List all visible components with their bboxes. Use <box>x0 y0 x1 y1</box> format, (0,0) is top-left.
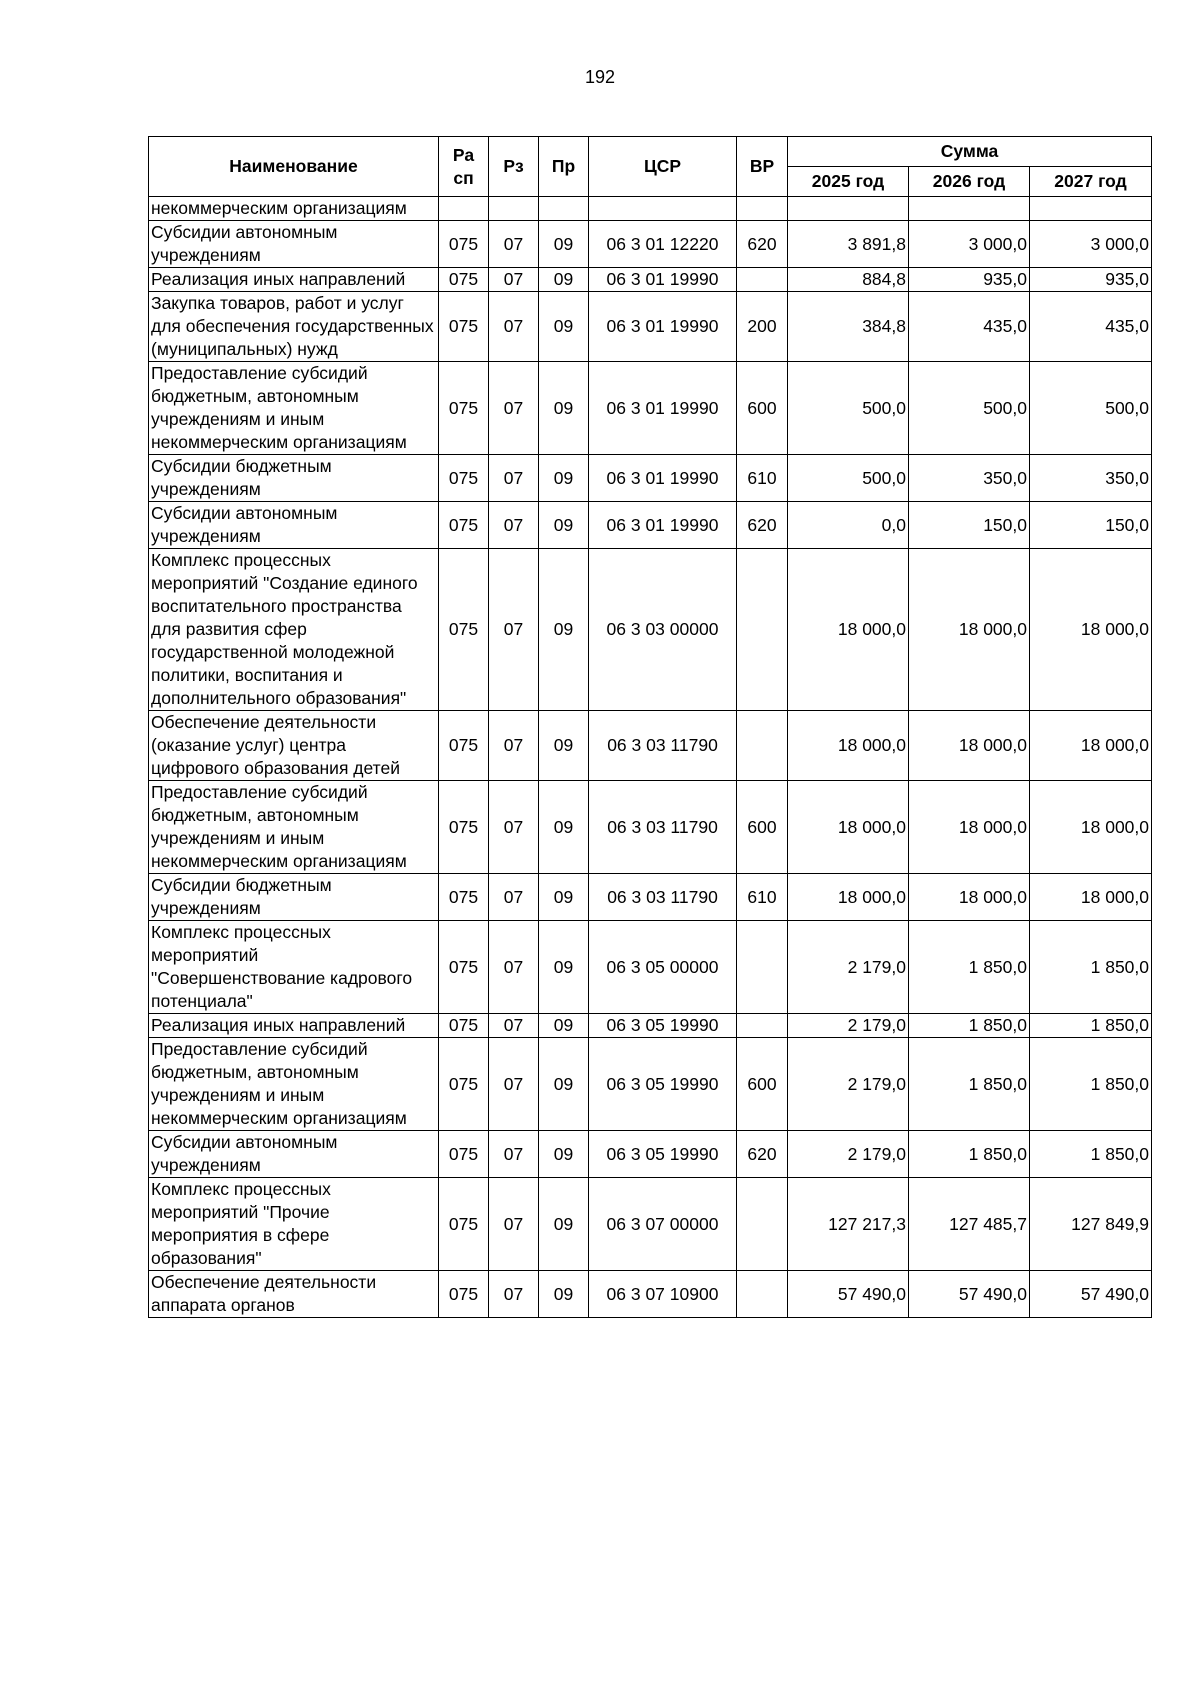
row-name: Предоставление субсидий бюджетным, автономным учреждениям и иным некоммерческим организациям <box>149 781 439 874</box>
row-sum-2025: 18 000,0 <box>788 711 909 781</box>
table-row <box>149 1131 1152 1178</box>
row-name: Реализация иных направлений <box>149 268 439 292</box>
row-vr <box>737 1178 788 1271</box>
row-vr: 600 <box>737 781 788 874</box>
row-sum-2027: 18 000,0 <box>1030 781 1152 874</box>
row-vr <box>737 921 788 1014</box>
row-csr: 06 3 07 00000 <box>589 1178 737 1271</box>
row-sum-2026: 127 485,7 <box>909 1178 1030 1271</box>
row-rasp: 075 <box>439 1038 489 1131</box>
row-rz: 07 <box>489 268 539 292</box>
row-rasp: 075 <box>439 1271 489 1318</box>
row-vr: 600 <box>737 362 788 455</box>
row-sum-2026: 18 000,0 <box>909 874 1030 921</box>
table-row <box>149 549 1152 711</box>
row-sum-2025: 2 179,0 <box>788 1014 909 1038</box>
row-csr: 06 3 05 19990 <box>589 1038 737 1131</box>
row-rasp: 075 <box>439 781 489 874</box>
row-sum-2026: 435,0 <box>909 292 1030 362</box>
row-csr: 06 3 01 19990 <box>589 362 737 455</box>
row-rasp: 075 <box>439 221 489 268</box>
row-pr: 09 <box>539 502 589 549</box>
row-vr <box>737 1271 788 1318</box>
row-rz: 07 <box>489 1131 539 1178</box>
table-row <box>149 197 1152 221</box>
row-sum-2025: 127 217,3 <box>788 1178 909 1271</box>
row-pr: 09 <box>539 362 589 455</box>
row-rz: 07 <box>489 1038 539 1131</box>
table-row <box>149 221 1152 268</box>
row-sum-2027: 435,0 <box>1030 292 1152 362</box>
row-pr: 09 <box>539 874 589 921</box>
row-rasp: 075 <box>439 549 489 711</box>
table-body <box>149 197 1152 1318</box>
row-sum-2026: 18 000,0 <box>909 711 1030 781</box>
row-csr: 06 3 05 19990 <box>589 1131 737 1178</box>
row-pr: 09 <box>539 781 589 874</box>
row-sum-2027: 1 850,0 <box>1030 1131 1152 1178</box>
row-sum-2027: 18 000,0 <box>1030 711 1152 781</box>
row-pr <box>539 197 589 221</box>
row-csr: 06 3 03 00000 <box>589 549 737 711</box>
row-name: Предоставление субсидий бюджетным, автономным учреждениям и иным некоммерческим организациям <box>149 1038 439 1131</box>
row-sum-2025: 884,8 <box>788 268 909 292</box>
row-rz: 07 <box>489 292 539 362</box>
row-sum-2027: 1 850,0 <box>1030 1038 1152 1131</box>
row-rz: 07 <box>489 362 539 455</box>
row-name: Комплекс процессных мероприятий "Совершенствование кадрового потенциала" <box>149 921 439 1014</box>
row-rasp: 075 <box>439 268 489 292</box>
row-name: Субсидии автономным учреждениям <box>149 1131 439 1178</box>
row-vr <box>737 268 788 292</box>
page-number: 192 <box>584 67 616 87</box>
header-year-2025: 2025 год <box>788 167 909 197</box>
row-name: Обеспечение деятельности аппарата органов <box>149 1271 439 1318</box>
row-sum-2026 <box>909 197 1030 221</box>
header-rasp: Ра сп <box>439 137 489 197</box>
row-rz: 07 <box>489 455 539 502</box>
row-rasp: 075 <box>439 502 489 549</box>
row-csr: 06 3 03 11790 <box>589 711 737 781</box>
row-vr: 600 <box>737 1038 788 1131</box>
row-sum-2025: 18 000,0 <box>788 549 909 711</box>
row-name: Обеспечение деятельности (оказание услуг) центра цифрового образования детей <box>149 711 439 781</box>
table-row <box>149 921 1152 1014</box>
row-name: Субсидии автономным учреждениям <box>149 221 439 268</box>
row-sum-2027: 57 490,0 <box>1030 1271 1152 1318</box>
row-sum-2025: 500,0 <box>788 455 909 502</box>
row-rz: 07 <box>489 1178 539 1271</box>
row-sum-2027: 3 000,0 <box>1030 221 1152 268</box>
row-pr: 09 <box>539 292 589 362</box>
row-sum-2026: 150,0 <box>909 502 1030 549</box>
row-vr <box>737 1014 788 1038</box>
row-vr: 620 <box>737 1131 788 1178</box>
table-row <box>149 1271 1152 1318</box>
row-sum-2025: 18 000,0 <box>788 874 909 921</box>
budget-table <box>148 136 1152 1318</box>
row-sum-2025: 3 891,8 <box>788 221 909 268</box>
row-rz: 07 <box>489 221 539 268</box>
row-sum-2027: 350,0 <box>1030 455 1152 502</box>
table-row <box>149 455 1152 502</box>
row-sum-2027: 1 850,0 <box>1030 1014 1152 1038</box>
row-csr: 06 3 01 19990 <box>589 268 737 292</box>
row-rz: 07 <box>489 874 539 921</box>
row-sum-2025: 500,0 <box>788 362 909 455</box>
row-vr: 610 <box>737 874 788 921</box>
row-name: Комплекс процессных мероприятий "Прочие мероприятия в сфере образования" <box>149 1178 439 1271</box>
row-rz: 07 <box>489 781 539 874</box>
row-rz <box>489 197 539 221</box>
row-csr <box>589 197 737 221</box>
row-csr: 06 3 05 19990 <box>589 1014 737 1038</box>
table-row <box>149 781 1152 874</box>
row-csr: 06 3 03 11790 <box>589 874 737 921</box>
row-rz: 07 <box>489 711 539 781</box>
row-name: Предоставление субсидий бюджетным, автономным учреждениям и иным некоммерческим организациям <box>149 362 439 455</box>
row-name: Реализация иных направлений <box>149 1014 439 1038</box>
row-sum-2027: 18 000,0 <box>1030 874 1152 921</box>
row-pr: 09 <box>539 268 589 292</box>
row-csr: 06 3 03 11790 <box>589 781 737 874</box>
row-sum-2025: 2 179,0 <box>788 1038 909 1131</box>
row-vr: 200 <box>737 292 788 362</box>
row-pr: 09 <box>539 711 589 781</box>
row-pr: 09 <box>539 1038 589 1131</box>
table-row <box>149 502 1152 549</box>
row-sum-2026: 1 850,0 <box>909 1038 1030 1131</box>
row-name: Комплекс процессных мероприятий "Создание единого воспитательного пространства для развития сфер государственной молодежной политики, воспитания и дополнительного образования" <box>149 549 439 711</box>
row-sum-2027 <box>1030 197 1152 221</box>
header-pr: Пр <box>539 137 589 197</box>
row-csr: 06 3 05 00000 <box>589 921 737 1014</box>
row-sum-2025 <box>788 197 909 221</box>
row-vr <box>737 197 788 221</box>
row-name: Субсидии бюджетным учреждениям <box>149 455 439 502</box>
row-rasp: 075 <box>439 1178 489 1271</box>
row-pr: 09 <box>539 1014 589 1038</box>
row-sum-2026: 57 490,0 <box>909 1271 1030 1318</box>
table-row <box>149 1014 1152 1038</box>
header-year-2026: 2026 год <box>909 167 1030 197</box>
row-vr <box>737 549 788 711</box>
row-sum-2026: 1 850,0 <box>909 921 1030 1014</box>
row-rz: 07 <box>489 1014 539 1038</box>
row-name: некоммерческим организациям <box>149 197 439 221</box>
row-vr: 620 <box>737 221 788 268</box>
table-row <box>149 1178 1152 1271</box>
row-rasp: 075 <box>439 292 489 362</box>
row-csr: 06 3 01 19990 <box>589 292 737 362</box>
row-sum-2027: 18 000,0 <box>1030 549 1152 711</box>
row-sum-2026: 18 000,0 <box>909 781 1030 874</box>
row-sum-2025: 2 179,0 <box>788 1131 909 1178</box>
row-rasp: 075 <box>439 874 489 921</box>
row-vr: 610 <box>737 455 788 502</box>
row-pr: 09 <box>539 1271 589 1318</box>
row-sum-2025: 2 179,0 <box>788 921 909 1014</box>
row-pr: 09 <box>539 1178 589 1271</box>
row-rasp: 075 <box>439 362 489 455</box>
table-row <box>149 1038 1152 1131</box>
header-csr: ЦСР <box>589 137 737 197</box>
row-rasp: 075 <box>439 921 489 1014</box>
header-sum: Сумма <box>788 137 1152 167</box>
row-rasp <box>439 197 489 221</box>
row-rasp: 075 <box>439 1131 489 1178</box>
row-csr: 06 3 01 19990 <box>589 455 737 502</box>
row-pr: 09 <box>539 549 589 711</box>
table-row <box>149 711 1152 781</box>
row-vr <box>737 711 788 781</box>
row-sum-2027: 127 849,9 <box>1030 1178 1152 1271</box>
row-sum-2025: 18 000,0 <box>788 781 909 874</box>
table-row <box>149 268 1152 292</box>
row-sum-2026: 1 850,0 <box>909 1014 1030 1038</box>
header-rz: Рз <box>489 137 539 197</box>
row-sum-2025: 57 490,0 <box>788 1271 909 1318</box>
row-sum-2027: 935,0 <box>1030 268 1152 292</box>
row-rz: 07 <box>489 502 539 549</box>
header-vr: ВР <box>737 137 788 197</box>
header-name: Наименование <box>149 137 439 197</box>
row-csr: 06 3 01 12220 <box>589 221 737 268</box>
row-vr: 620 <box>737 502 788 549</box>
row-sum-2025: 0,0 <box>788 502 909 549</box>
row-sum-2026: 500,0 <box>909 362 1030 455</box>
row-sum-2027: 500,0 <box>1030 362 1152 455</box>
row-name: Субсидии бюджетным учреждениям <box>149 874 439 921</box>
row-pr: 09 <box>539 1131 589 1178</box>
row-rasp: 075 <box>439 1014 489 1038</box>
row-rz: 07 <box>489 549 539 711</box>
row-name: Субсидии автономным учреждениям <box>149 502 439 549</box>
row-csr: 06 3 07 10900 <box>589 1271 737 1318</box>
row-pr: 09 <box>539 921 589 1014</box>
row-rz: 07 <box>489 1271 539 1318</box>
row-sum-2027: 1 850,0 <box>1030 921 1152 1014</box>
row-sum-2026: 1 850,0 <box>909 1131 1030 1178</box>
row-csr: 06 3 01 19990 <box>589 502 737 549</box>
row-sum-2027: 150,0 <box>1030 502 1152 549</box>
row-name: Закупка товаров, работ и услуг для обеспечения государственных (муниципальных) нужд <box>149 292 439 362</box>
row-pr: 09 <box>539 455 589 502</box>
row-sum-2026: 935,0 <box>909 268 1030 292</box>
row-rasp: 075 <box>439 455 489 502</box>
table-header <box>149 137 1152 197</box>
row-sum-2026: 3 000,0 <box>909 221 1030 268</box>
row-rz: 07 <box>489 921 539 1014</box>
row-sum-2026: 18 000,0 <box>909 549 1030 711</box>
table-row <box>149 292 1152 362</box>
row-sum-2025: 384,8 <box>788 292 909 362</box>
row-sum-2026: 350,0 <box>909 455 1030 502</box>
header-year-2027: 2027 год <box>1030 167 1152 197</box>
row-pr: 09 <box>539 221 589 268</box>
table-row <box>149 362 1152 455</box>
row-rasp: 075 <box>439 711 489 781</box>
table-row <box>149 874 1152 921</box>
